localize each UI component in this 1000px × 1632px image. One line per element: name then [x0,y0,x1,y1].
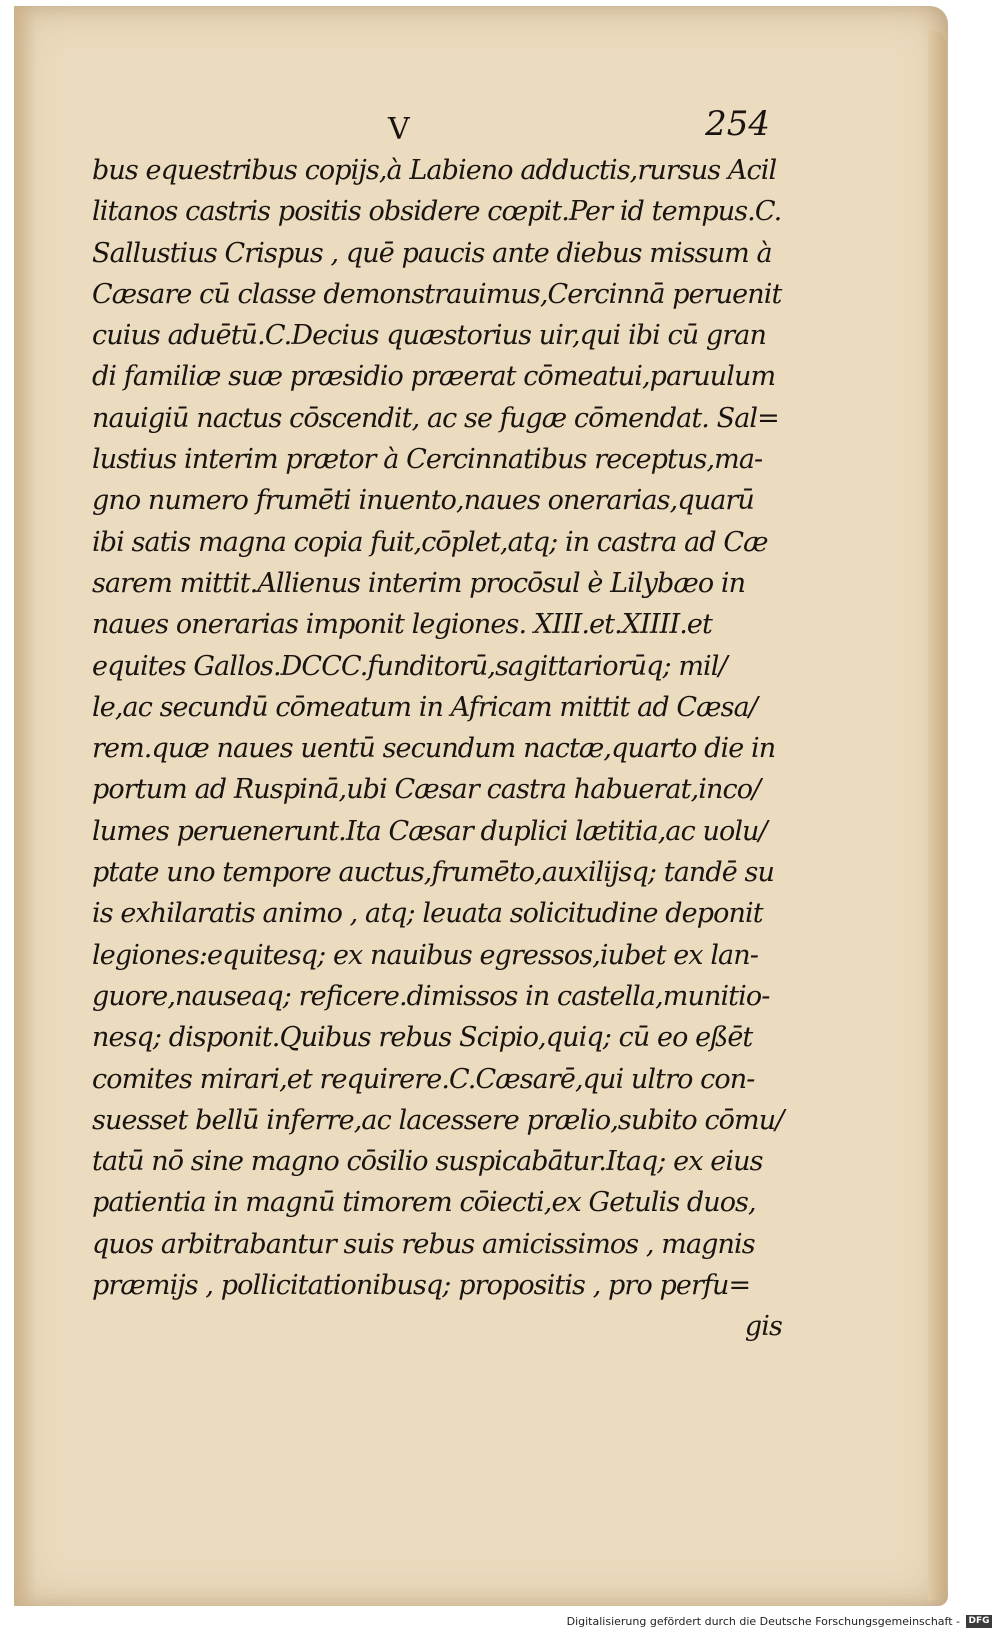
signature-mark: V [388,112,410,147]
page-header [90,104,770,154]
text-line: lustius interim prætor à Cercinnatibus receptus,ma- [92,444,763,476]
text-line: bus equestribus copijs,à Labieno adductis,rursus Acil [92,155,777,186]
text-line: nauigiū nactus cōscendit, ac se fugæ cōmendat. Sal= [92,402,779,434]
text-line: naues onerarias imponit legiones. XIII.et.XIIII.et [92,609,712,641]
text-line: ibi satis magna copia fuit,cōplet,atq; in castra ad Cæ [92,526,768,558]
page-gutter-shadow [14,6,36,1606]
text-line: ptate uno tempore auctus,frumēto,auxilijsq; tandē su [92,857,774,889]
text-line: Sallustius Crispus , quē paucis ante diebus missum à [92,237,772,269]
catchword: gis [744,1311,782,1343]
text-line: is exhilaratis animo , atq; leuata solicitudine deponit [92,898,763,930]
dfg-logo: DFG [966,1615,992,1628]
text-line: cuius aduētū.C.Decius quæstorius uir,qui ibi cū gran [92,320,766,352]
page-number: 254 [705,104,770,144]
text-line: suesset bellū inferre,ac lacessere prælio,subito cōmu/ [92,1104,784,1136]
text-line: rem.quæ naues uentū secundum nactæ,quarto die in [92,733,776,765]
text-line: nesq; disponit.Quibus rebus Scipio,quiq; cū eo eßēt [92,1022,753,1054]
text-line: præmijs , pollicitationibusq; propositis , pro perfu= [92,1270,751,1302]
text-line: gno numero frumēti inuento,naues onerarias,quarū [92,485,754,517]
text-line: legiones:equitesq; ex nauibus egressos,iubet ex lan- [92,939,758,971]
text-line: lumes peruenerunt.Ita Cæsar duplici lætitia,ac uolu/ [92,815,767,847]
digitization-footer [0,1612,1000,1632]
text-line: guore,nauseaq; reficere.dimissos in castella,munitio- [92,980,770,1012]
text-line: comites mirari,et requirere.C.Cæsarē,qui ultro con- [92,1063,755,1095]
text-line: sarem mittit.Allienus interim procōsul è Lilybæo in [92,567,746,599]
text-line: portum ad Ruspinā,ubi Cæsar castra habuerat,inco/ [92,774,761,806]
funding-credit: Digitalisierung gefördert durch die Deutsche Forschungsgemeinschaft - [566,1615,960,1628]
text-line: patientia in magnū timorem cōiecti,ex Getulis duos, [92,1187,756,1219]
text-line: tatū nō sine magno cōsilio suspicabātur.Itaq; ex eius [92,1146,763,1178]
text-line: equites Gallos.DCCC.funditorū,sagittariorūq; mil/ [92,650,727,682]
text-line: le,ac secundū cōmeatum in Africam mittit ad Cæsa/ [92,691,757,723]
page-edge [928,30,946,1600]
text-line: di familiæ suæ præsidio præerat cōmeatui,paruulum [92,361,776,393]
text-line: Cæsare cū classe demonstrauimus,Cercinnā peruenit [92,278,782,310]
text-line: litanos castris positis obsidere cœpit.Per id tempus.C. [92,196,782,228]
text-line: quos arbitrabantur suis rebus amicissimos , magnis [92,1228,755,1260]
body-text [92,150,792,1348]
